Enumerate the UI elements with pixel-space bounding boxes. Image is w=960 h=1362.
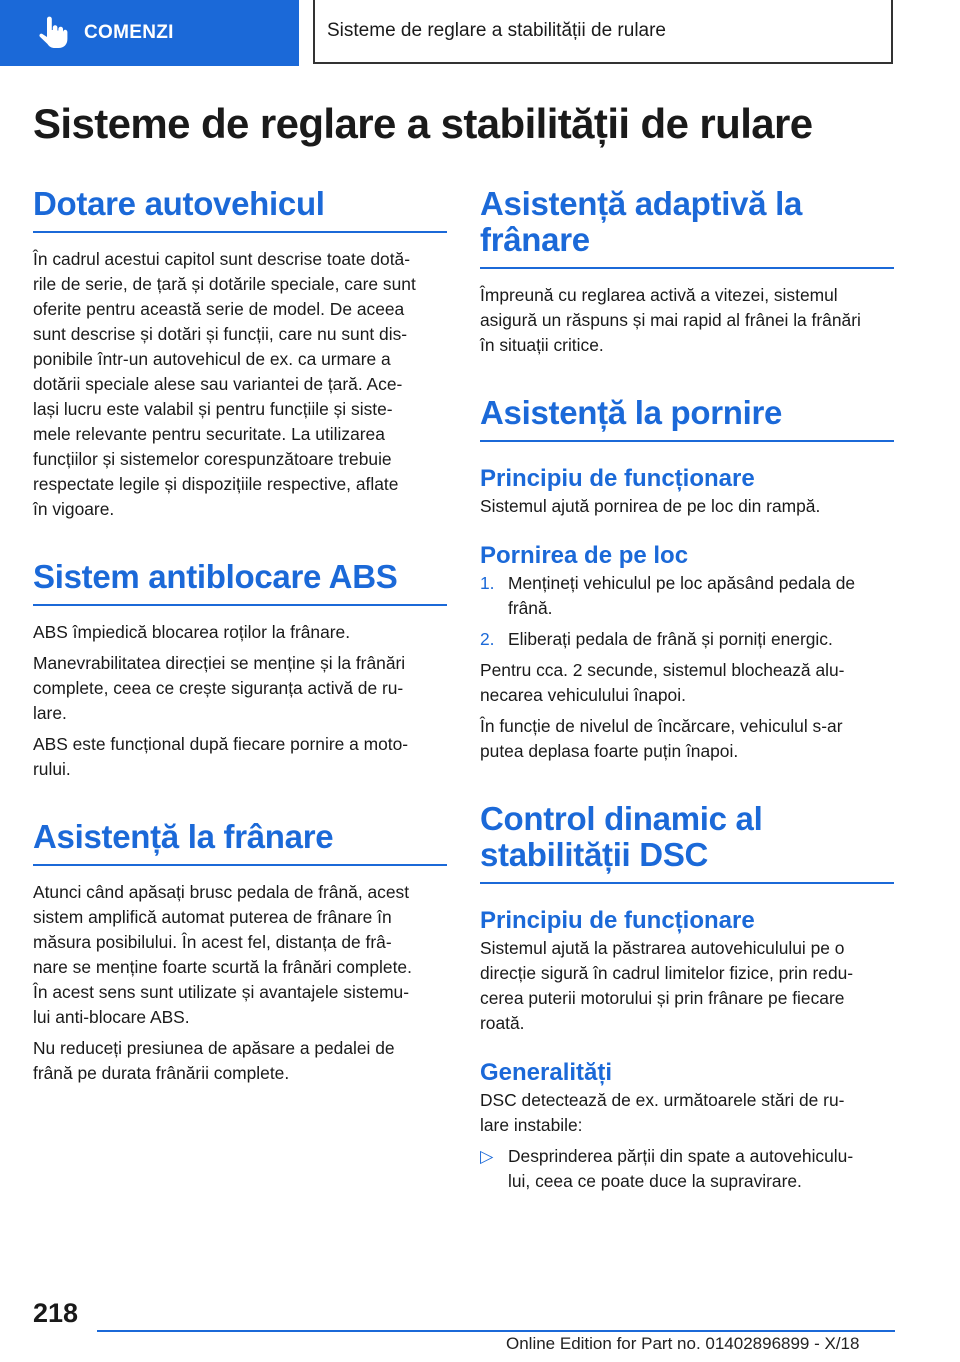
paragraph-abs-1 [33, 620, 447, 645]
left-column [33, 186, 447, 1086]
text-line: În funcție de nivelul de încărcare, vehiculul s-ar [480, 716, 843, 736]
text-line: măsura posibilului. În acest fel, distanța de frâ‐ [33, 932, 392, 952]
list-item [480, 571, 894, 621]
page-title: Sisteme de reglare a stabilității de rulare [33, 100, 813, 147]
right-column [480, 186, 894, 1194]
text-line: lui, ceea ce poate duce la supravirare. [508, 1171, 802, 1191]
footer-edition: Online Edition for Part no. 01402896899 - X/18 [506, 1334, 860, 1353]
text-line: ponibile într-un autovehicul de ex. ca urmare a [33, 349, 391, 369]
tab-comenzi-label: COMENZI [84, 22, 174, 43]
heading-line: frânare [480, 221, 590, 258]
text-line: oferite pentru această serie de model. De aceea [33, 299, 405, 319]
heading-dotare-autovehicul: Dotare autovehicul [33, 186, 447, 233]
pointing-hand-icon [36, 16, 68, 50]
paragraph-dotare [33, 247, 447, 522]
page-number: 218 [33, 1298, 79, 1328]
text-line: cerea puterii motorului și prin frânare pe fiecare [480, 988, 845, 1008]
paragraph-franare-2 [33, 1036, 447, 1086]
heading-line: Control dinamic al [480, 800, 763, 837]
text-line: sistem amplifică automat puterea de frânare în [33, 907, 392, 927]
text-line: asigură un răspuns și mai rapid al frânei la frânări [480, 310, 861, 330]
text-line: sunt descrise și dotări și funcții, care nu sunt dis‐ [33, 324, 408, 344]
text-line: Împreună cu reglarea activă a vitezei, sistemul [480, 285, 838, 305]
text-line: frână pe durata frânării complete. [33, 1063, 290, 1083]
paragraph-pornire-2 [480, 658, 894, 708]
text-line: DSC detectează de ex. următoarele stări de ru‐ [480, 1090, 845, 1110]
paragraph-adaptiva [480, 283, 894, 358]
text-line: în situații critice. [480, 335, 604, 355]
subheading-principiu-dsc: Principiu de funcționare [480, 907, 755, 934]
tab-current-section-label: Sisteme de reglare a stabilității de rulare [327, 20, 667, 41]
list-item [480, 627, 894, 652]
paragraph-pornire-3 [480, 714, 894, 764]
subheading-generalitati: Generalități [480, 1059, 613, 1086]
step-number: 2. [480, 629, 495, 649]
heading-control-dinamic-dsc [480, 801, 894, 884]
text-line: În acest sens sunt utilizate și avantajele sistemu‐ [33, 982, 410, 1002]
text-line: Nu reduceți presiunea de apăsare a pedalei de [33, 1038, 395, 1058]
tab-comenzi[interactable] [0, 0, 299, 66]
text-line: Desprinderea părții din spate a autovehiculu‐ [508, 1146, 854, 1166]
text-line: În cadrul acestui capitol sunt descrise toate dotă‐ [33, 249, 411, 269]
step-number: 1. [480, 573, 495, 593]
paragraph-abs-3 [33, 732, 447, 782]
paragraph-franare-1 [33, 880, 447, 1030]
text-line: respectate legile și dispozițiile respective, aflate [33, 474, 399, 494]
text-line: Manevrabilitatea direcției se menține și la frânări [33, 653, 406, 673]
tab-current-section[interactable] [313, 0, 893, 64]
text-line: lare instabile: [480, 1115, 583, 1135]
text-line: mele relevante pentru securitate. La utilizarea [33, 424, 385, 444]
subheading-pornirea-de-pe-loc: Pornirea de pe loc [480, 542, 689, 569]
text-line: funcțiilor și sistemelor corespunzătoare trebuie [33, 449, 392, 469]
text-line: Sistemul ajută la păstrarea autovehiculului pe o [480, 938, 845, 958]
text-line: nare se menține foarte scurtă la frânări complete. [33, 957, 412, 977]
text-line: Sistemul ajută pornirea de pe loc din rampă. [480, 496, 821, 516]
text-line: rile de serie, de țară și dotările speciale, care sunt [33, 274, 416, 294]
triangle-bullet-icon: ▷ [480, 1146, 494, 1166]
paragraph-abs-2 [33, 651, 447, 726]
heading-line: stabilității DSC [480, 836, 709, 873]
heading-line: Asistență adaptivă la [480, 185, 802, 222]
footer-divider [97, 1330, 895, 1332]
text-line: frână. [508, 598, 553, 618]
text-line: rului. [33, 759, 71, 779]
text-line: necarea vehiculului înapoi. [480, 685, 686, 705]
paragraph-principiu-dsc [480, 936, 894, 1036]
text-line: Atunci când apăsați brusc pedala de frână, acest [33, 882, 410, 902]
text-line: direcție sigură în cadrul limitelor fizice, prin redu‐ [480, 963, 854, 983]
heading-sistem-antiblocare-abs: Sistem antiblocare ABS [33, 559, 447, 606]
heading-asistenta-la-pornire: Asistență la pornire [480, 395, 894, 442]
text-line: dotării speciale alese sau variantei de țară. Ace‐ [33, 374, 403, 394]
text-line: roată. [480, 1013, 525, 1033]
text-line: Eliberați pedala de frână și porniți energic. [508, 629, 833, 649]
paragraph-generalitati [480, 1088, 894, 1138]
text-line: lași lucru este valabil și pentru funcțiile și siste‐ [33, 399, 393, 419]
text-line: complete, ceea ce crește siguranța activă de ru‐ [33, 678, 404, 698]
text-line: lare. [33, 703, 67, 723]
list-item [480, 1144, 894, 1194]
heading-asistenta-la-franare: Asistență la frânare [33, 819, 447, 866]
heading-asistenta-adaptiva-la-franare [480, 186, 894, 269]
text-line: în vigoare. [33, 499, 115, 519]
text-line: ABS împiedică blocarea roților la frânare. [33, 622, 351, 642]
text-line: lui anti-blocare ABS. [33, 1007, 190, 1027]
text-line: Mențineți vehiculul pe loc apăsând pedala de [508, 573, 856, 593]
subheading-principiu-pornire: Principiu de funcționare [480, 465, 755, 492]
text-line: Pentru cca. 2 secunde, sistemul blochează alu‐ [480, 660, 845, 680]
text-line: ABS este funcțional după fiecare pornire a moto‐ [33, 734, 409, 754]
paragraph-principiu-pornire [480, 494, 894, 519]
header-bar [0, 0, 960, 66]
text-line: putea deplasa foarte puțin înapoi. [480, 741, 739, 761]
